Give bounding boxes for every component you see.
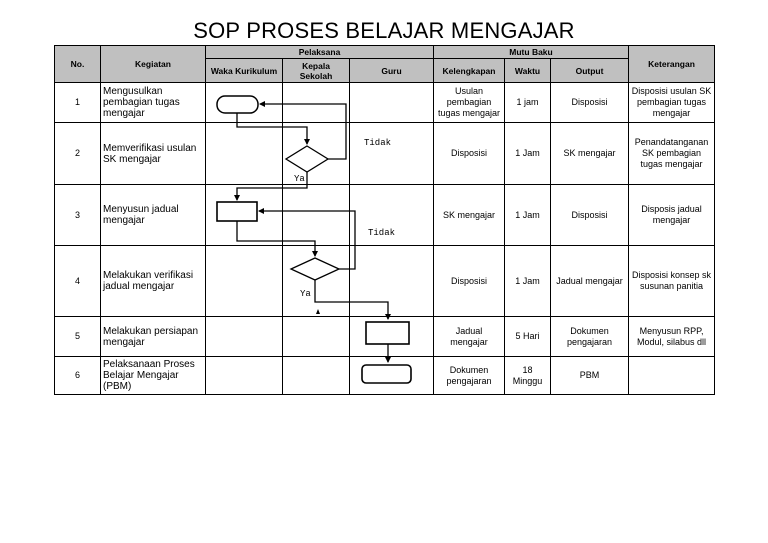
cell-waka <box>206 317 283 357</box>
table-row <box>55 185 715 246</box>
label-tidak-2: Tidak <box>368 228 396 238</box>
header-pelaksana: Pelaksana <box>206 46 434 59</box>
row-kelengkapan: Disposisi <box>434 123 505 185</box>
table-row <box>55 123 715 185</box>
row-no: 1 <box>55 83 101 123</box>
row-keterangan: Disposisi konsep sk susunan panitia <box>629 246 715 317</box>
cell-guru <box>350 246 434 317</box>
row-waktu: 1 jam <box>505 83 551 123</box>
cell-kepala <box>283 357 350 395</box>
row-waktu: 1 Jam <box>505 246 551 317</box>
row-waktu: 18 Minggu <box>505 357 551 395</box>
header-waka: Waka Kurikulum <box>206 59 283 83</box>
cell-kepala <box>283 317 350 357</box>
row-keterangan: Disposis jadual mengajar <box>629 185 715 246</box>
row-kegiatan: Melakukan persiapan mengajar <box>101 317 206 357</box>
row-keterangan <box>629 357 715 395</box>
row-no: 4 <box>55 246 101 317</box>
cell-guru <box>350 83 434 123</box>
row-kegiatan: Menyusun jadual mengajar <box>101 185 206 246</box>
cell-guru <box>350 185 434 246</box>
table-row <box>55 246 715 317</box>
cell-kepala <box>283 246 350 317</box>
row-kelengkapan: Usulan pembagian tugas mengajar <box>434 83 505 123</box>
row-no: 5 <box>55 317 101 357</box>
row-keterangan: Menyusun RPP, Modul, silabus dll <box>629 317 715 357</box>
row-kelengkapan: SK mengajar <box>434 185 505 246</box>
table-row <box>55 83 715 123</box>
row-waktu: 5 Hari <box>505 317 551 357</box>
row-kelengkapan: Disposisi <box>434 246 505 317</box>
row-keterangan: Disposisi usulan SK pembagian tugas mengajar <box>629 83 715 123</box>
row-output: Disposisi <box>551 185 629 246</box>
header-kegiatan: Kegiatan <box>101 46 206 83</box>
header-output: Output <box>551 59 629 83</box>
header-row-top <box>55 46 715 59</box>
row-output: Disposisi <box>551 83 629 123</box>
label-ya-2: Ya <box>300 289 311 299</box>
row-kelengkapan: Dokumen pengajaran <box>434 357 505 395</box>
row-kegiatan: Pelaksanaan Proses Belajar Mengajar (PBM) <box>101 357 206 395</box>
header-waktu: Waktu <box>505 59 551 83</box>
row-no: 3 <box>55 185 101 246</box>
row-kegiatan: Mengusulkan pembagian tugas mengajar <box>101 83 206 123</box>
cell-waka <box>206 123 283 185</box>
row-kelengkapan: Jadual mengajar <box>434 317 505 357</box>
row-kegiatan: Memverifikasi usulan SK mengajar <box>101 123 206 185</box>
cell-waka <box>206 246 283 317</box>
cell-waka <box>206 357 283 395</box>
header-no: No. <box>55 46 101 83</box>
header-kepala: Kepala Sekolah <box>283 59 350 83</box>
header-guru: Guru <box>350 59 434 83</box>
row-keterangan: Penandatanganan SK pembagian tugas mengajar <box>629 123 715 185</box>
sop-table <box>54 45 715 395</box>
cell-waka <box>206 185 283 246</box>
label-ya-1: Ya <box>294 174 305 184</box>
cell-kepala <box>283 123 350 185</box>
cell-kepala <box>283 83 350 123</box>
label-tidak-1: Tidak <box>364 138 392 148</box>
cell-guru <box>350 317 434 357</box>
header-keterangan: Keterangan <box>629 46 715 83</box>
header-kelengkapan: Kelengkapan <box>434 59 505 83</box>
row-output: PBM <box>551 357 629 395</box>
cell-guru <box>350 357 434 395</box>
row-no: 2 <box>55 123 101 185</box>
row-output: SK mengajar <box>551 123 629 185</box>
page-title: SOP PROSES BELAJAR MENGAJAR <box>193 18 575 43</box>
row-waktu: 1 Jam <box>505 185 551 246</box>
row-no: 6 <box>55 357 101 395</box>
header-mutu-baku: Mutu Baku <box>434 46 629 59</box>
cell-waka <box>206 83 283 123</box>
table-row <box>55 357 715 395</box>
cell-guru <box>350 123 434 185</box>
row-output: Dokumen pengajaran <box>551 317 629 357</box>
row-kegiatan: Melakukan verifikasi jadual mengajar <box>101 246 206 317</box>
table-row <box>55 317 715 357</box>
row-output: Jadual mengajar <box>551 246 629 317</box>
row-waktu: 1 Jam <box>505 123 551 185</box>
cell-kepala <box>283 185 350 246</box>
